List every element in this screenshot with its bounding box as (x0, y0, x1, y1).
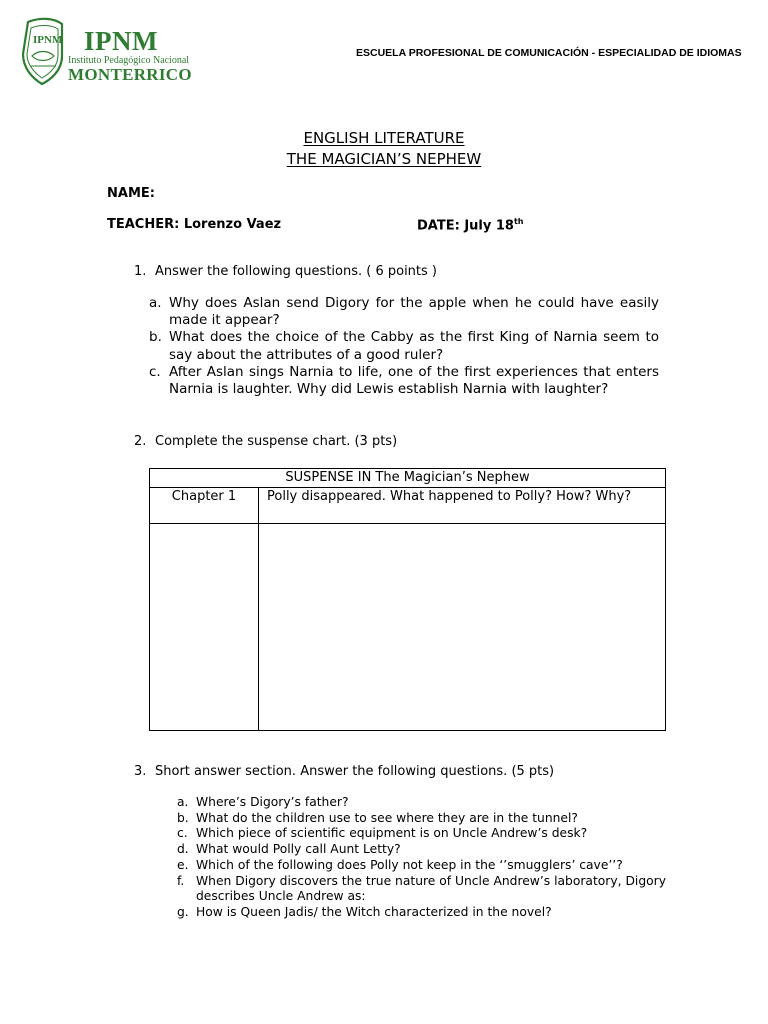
list-marker: a. (177, 795, 189, 809)
list-item-text: How is Queen Jadis/ the Witch characterized in the novel? (196, 904, 552, 919)
question-1-heading (134, 264, 437, 279)
question-heading-text: Answer the following questions. ( 6 points ) (155, 264, 437, 279)
question-heading-text: Complete the suspense chart. (3 pts) (155, 434, 398, 449)
table-cell-empty[interactable] (259, 524, 666, 731)
list-marker: b. (177, 810, 189, 825)
list-item-text: Where’s Digory’s father? (196, 795, 349, 809)
list-item (177, 795, 666, 811)
list-marker: f. (177, 873, 185, 888)
logo-name: MONTERRICO (68, 65, 192, 84)
list-item (177, 873, 667, 905)
list-item (149, 363, 659, 398)
question-3-heading (134, 764, 554, 779)
list-item (177, 857, 666, 874)
list-marker: c. (149, 363, 161, 380)
question-2-heading (134, 434, 397, 449)
table-row (150, 524, 666, 731)
question-number: 3. (134, 764, 147, 779)
list-marker: a. (149, 295, 162, 311)
table-header: SUSPENSE IN The Magician’s Nephew (150, 469, 666, 488)
list-item-text: What do the children use to see where they are in the tunnel? (196, 810, 578, 825)
document-title: ENGLISH LITERATURE (303, 129, 465, 147)
list-item (149, 329, 659, 363)
list-item-text: Which of the following does Polly not keep in the ‘’smugglers’ cave’’? (196, 857, 623, 872)
list-item-text: After Aslan sings Narnia to life, one of the first experiences that enters Narnia is laughter. Why did Lewis establish Narnia with laughter? (169, 363, 659, 398)
list-item (177, 810, 666, 827)
date-label (417, 217, 524, 233)
name-label: NAME: (107, 186, 155, 201)
table-cell[interactable]: Chapter 1 (150, 488, 259, 524)
document-subtitle: THE MAGICIAN’S NEPHEW (286, 150, 482, 168)
school-header-line: ESCUELA PROFESIONAL DE COMUNICACIÓN - ESPECIALIDAD DE IDIOMAS (356, 47, 742, 59)
list-item-text: Why does Aslan send Digory for the apple when he could have easily made it appear? (169, 295, 659, 329)
table-cell[interactable]: Polly disappeared. What happened to Polly? How? Why? (259, 488, 666, 524)
logo-acronym: IPNM (84, 26, 158, 56)
list-item (177, 904, 666, 921)
list-item-text: What does the choice of the Cabby as the first King of Narnia seem to say about the attributes of a good ruler? (169, 329, 659, 363)
list-marker: g. (177, 904, 189, 919)
institution-logo (20, 16, 190, 88)
question-3-list (177, 795, 667, 921)
date-text: DATE: July 18 (417, 218, 514, 234)
suspense-chart-table (149, 468, 666, 731)
list-item-text: When Digory discovers the true nature of Uncle Andrew’s laboratory, Digory describes Uncle Andrew as: (196, 873, 667, 904)
seal-text: IPNM (33, 34, 63, 46)
teacher-label: TEACHER: Lorenzo Vaez (107, 217, 282, 232)
list-item-text: What would Polly call Aunt Letty? (196, 842, 401, 857)
question-number: 1. (134, 264, 147, 279)
list-marker: b. (149, 329, 162, 346)
seal-emblem-icon (20, 16, 68, 86)
table-row (150, 488, 666, 524)
date-suffix: th (513, 217, 524, 226)
table-cell-empty[interactable] (150, 524, 259, 731)
question-1-list (149, 295, 659, 398)
list-item (149, 295, 659, 329)
list-marker: e. (177, 857, 189, 872)
question-number: 2. (134, 434, 147, 449)
list-item (177, 826, 666, 842)
question-heading-text: Short answer section. Answer the following questions. (5 pts) (155, 764, 555, 779)
logo-subtitle: Instituto Pedagógico Nacional (68, 55, 190, 66)
list-marker: c. (177, 826, 188, 841)
list-item (177, 842, 666, 858)
list-item-text: Which piece of scientific equipment is on Uncle Andrew’s desk? (196, 826, 588, 841)
list-marker: d. (177, 842, 189, 857)
